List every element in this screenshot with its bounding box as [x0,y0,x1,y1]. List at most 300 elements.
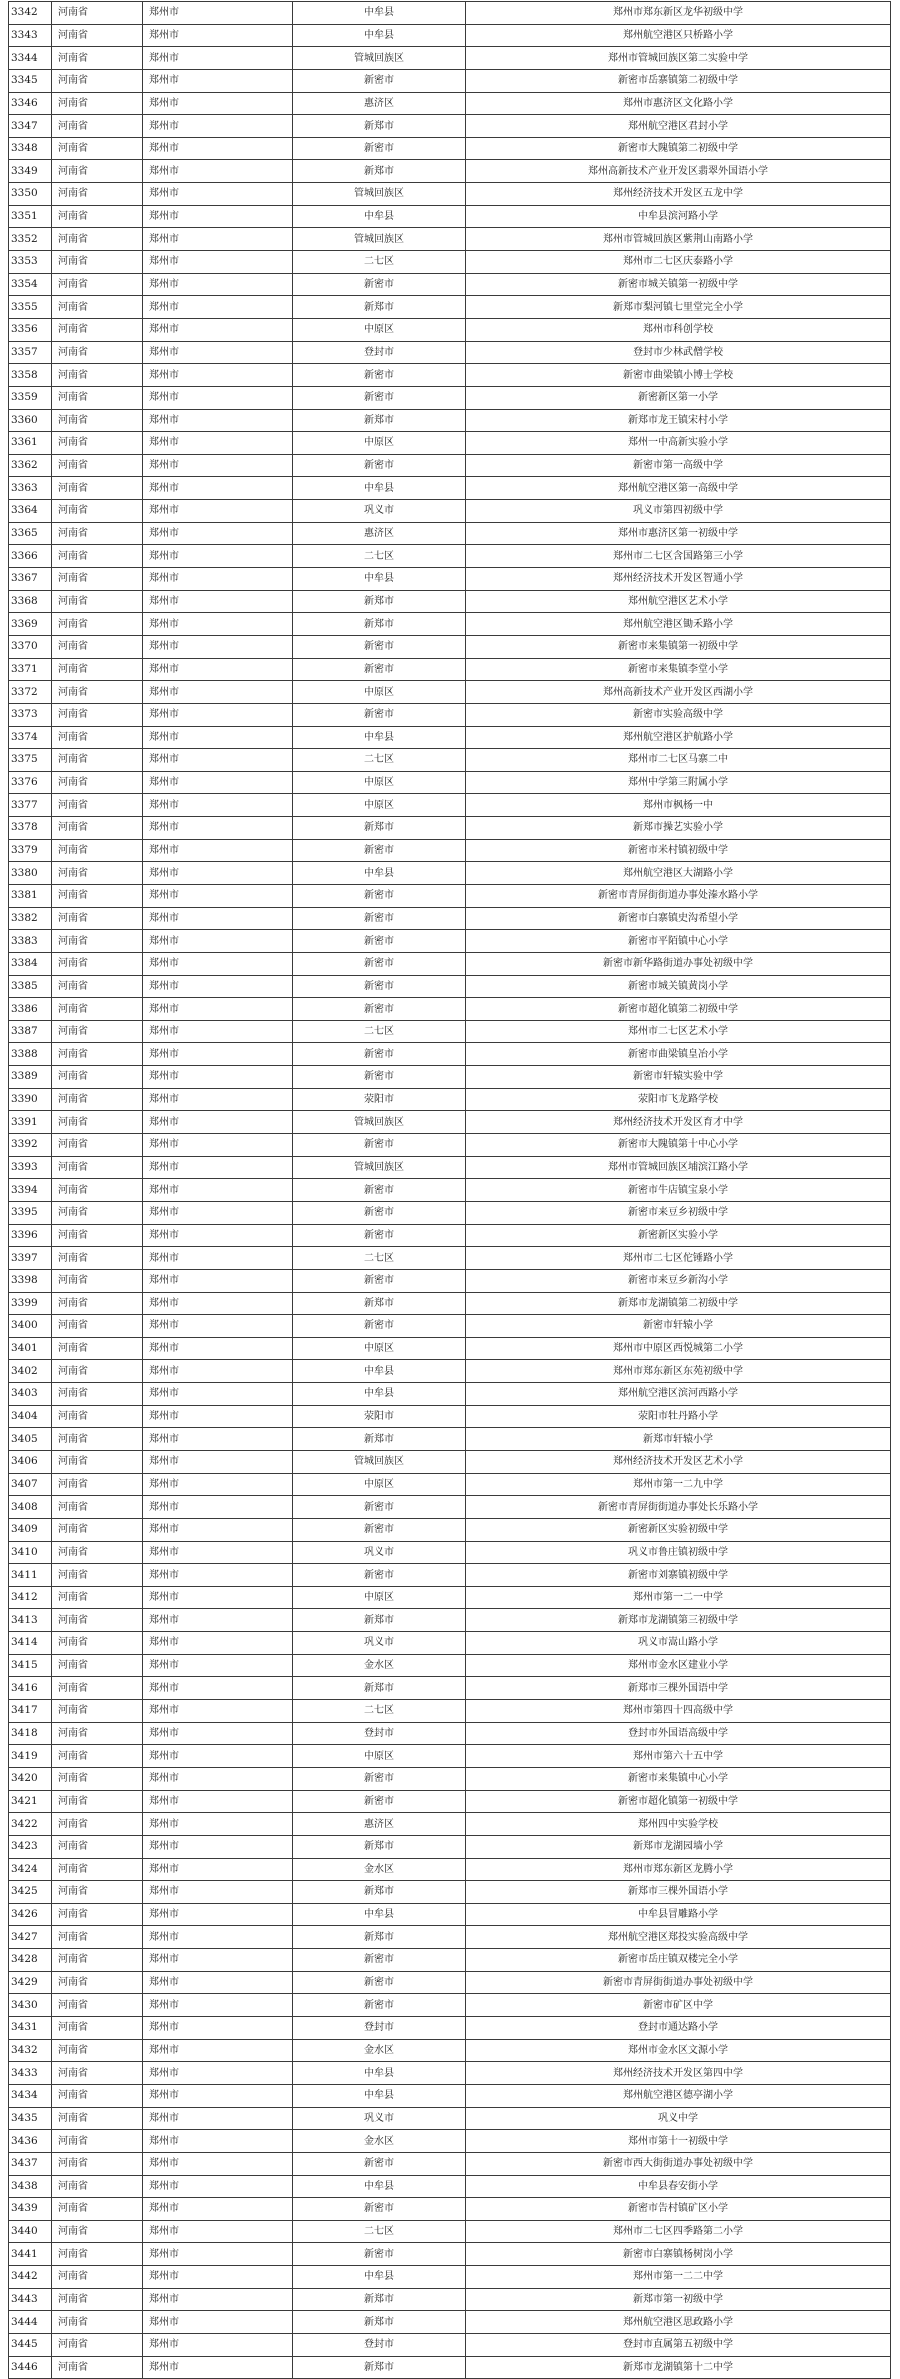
district-cell: 新密市 [293,1201,466,1224]
row-number: 3376 [9,771,52,794]
district-cell: 新密市 [293,1269,466,1292]
district-cell: 管城回族区 [293,183,466,206]
row-number: 3399 [9,1292,52,1315]
school-name-cell: 新密市岳庄镇双楼完全小学 [466,1949,891,1972]
table-row [9,1767,891,1790]
row-number: 3357 [9,341,52,364]
district-cell: 新密市 [293,1971,466,1994]
city-cell: 郑州市 [143,1609,293,1632]
table-row [9,2130,891,2153]
table-row [9,1994,891,2017]
table-row [9,1315,891,1338]
table-row [9,1609,891,1632]
district-cell: 中原区 [293,771,466,794]
province-cell: 河南省 [52,2152,143,2175]
row-number: 3413 [9,1609,52,1632]
table-row [9,545,891,568]
school-name-cell: 郑州市金水区建业小学 [466,1654,891,1677]
province-cell: 河南省 [52,1269,143,1292]
city-cell: 郑州市 [143,703,293,726]
district-cell: 二七区 [293,1700,466,1723]
table-row [9,1949,891,1972]
district-cell: 二七区 [293,1247,466,1270]
district-cell: 中牟县 [293,205,466,228]
province-cell: 河南省 [52,817,143,840]
province-cell: 河南省 [52,1066,143,1089]
school-name-cell: 郑州市第十一初级中学 [466,2130,891,2153]
table-row [9,454,891,477]
school-name-cell: 郑州航空港区艺术小学 [466,590,891,613]
district-cell: 新密市 [293,2152,466,2175]
district-cell: 金水区 [293,1654,466,1677]
province-cell: 河南省 [52,907,143,930]
school-name-cell: 新郑市龙王镇宋村小学 [466,409,891,432]
row-number: 3422 [9,1813,52,1836]
province-cell: 河南省 [52,2198,143,2221]
school-name-cell: 新密市白寨镇史沟希望小学 [466,907,891,930]
row-number: 3420 [9,1767,52,1790]
city-cell: 郑州市 [143,409,293,432]
row-number: 3446 [9,2356,52,2379]
row-number: 3400 [9,1315,52,1338]
city-cell: 郑州市 [143,975,293,998]
district-cell: 中牟县 [293,2266,466,2289]
table-row [9,2356,891,2379]
province-cell: 河南省 [52,568,143,591]
district-cell: 二七区 [293,1020,466,1043]
school-name-cell: 新密市新华路街道办事处初级中学 [466,952,891,975]
table-row [9,2084,891,2107]
row-number: 3372 [9,681,52,704]
district-cell: 新密市 [293,703,466,726]
city-cell: 郑州市 [143,1201,293,1224]
school-name-cell: 郑州市二七区四季路第二小学 [466,2220,891,2243]
school-name-cell: 新密市城关镇第一初级中学 [466,273,891,296]
province-cell: 河南省 [52,930,143,953]
school-name-cell: 郑州市第一二一中学 [466,1586,891,1609]
row-number: 3429 [9,1971,52,1994]
table-row [9,1926,891,1949]
city-cell: 郑州市 [143,1315,293,1338]
table-row [9,975,891,998]
row-number: 3363 [9,477,52,500]
province-cell: 河南省 [52,364,143,387]
city-cell: 郑州市 [143,432,293,455]
district-cell: 中原区 [293,1586,466,1609]
province-cell: 河南省 [52,1813,143,1836]
school-name-cell: 新密市来集镇第一初级中学 [466,635,891,658]
row-number: 3391 [9,1111,52,1134]
province-cell: 河南省 [52,1156,143,1179]
city-cell: 郑州市 [143,2311,293,2334]
city-cell: 郑州市 [143,2062,293,2085]
school-name-cell: 郑州一中高新实验小学 [466,432,891,455]
province-cell: 河南省 [52,1134,143,1157]
province-cell: 河南省 [52,409,143,432]
school-name-cell: 郑州经济技术开发区智通小学 [466,568,891,591]
row-number: 3350 [9,183,52,206]
city-cell: 郑州市 [143,1066,293,1089]
school-name-cell: 登封市外国语高级中学 [466,1722,891,1745]
district-cell: 新郑市 [293,2311,466,2334]
table-row [9,952,891,975]
row-number: 3351 [9,205,52,228]
province-cell: 河南省 [52,183,143,206]
city-cell: 郑州市 [143,1949,293,1972]
province-cell: 河南省 [52,726,143,749]
district-cell: 新密市 [293,2198,466,2221]
row-number: 3379 [9,839,52,862]
city-cell: 郑州市 [143,2266,293,2289]
city-cell: 郑州市 [143,477,293,500]
district-cell: 新密市 [293,839,466,862]
row-number: 3439 [9,2198,52,2221]
school-name-cell: 新密市实验高级中学 [466,703,891,726]
row-number: 3394 [9,1179,52,1202]
city-cell: 郑州市 [143,2017,293,2040]
school-name-cell: 郑州航空港区护航路小学 [466,726,891,749]
city-cell: 郑州市 [143,1111,293,1134]
province-cell: 河南省 [52,1337,143,1360]
city-cell: 郑州市 [143,1451,293,1474]
school-name-cell: 郑州航空港区锄禾路小学 [466,613,891,636]
province-cell: 河南省 [52,1541,143,1564]
province-cell: 河南省 [52,1949,143,1972]
province-cell: 河南省 [52,522,143,545]
city-cell: 郑州市 [143,1632,293,1655]
district-cell: 新郑市 [293,115,466,138]
province-cell: 河南省 [52,318,143,341]
school-name-cell: 郑州市二七区佗锤路小学 [466,1247,891,1270]
district-cell: 中牟县 [293,568,466,591]
district-cell: 新密市 [293,1179,466,1202]
district-cell: 巩义市 [293,2107,466,2130]
table-row [9,771,891,794]
school-name-cell: 荥阳市飞龙路学校 [466,1088,891,1111]
city-cell: 郑州市 [143,568,293,591]
row-number: 3374 [9,726,52,749]
city-cell: 郑州市 [143,681,293,704]
row-number: 3412 [9,1586,52,1609]
table-row [9,658,891,681]
school-name-cell: 新密市岳寨镇第二初级中学 [466,69,891,92]
row-number: 3343 [9,24,52,47]
province-cell: 河南省 [52,160,143,183]
district-cell: 新密市 [293,273,466,296]
city-cell: 郑州市 [143,658,293,681]
district-cell: 中牟县 [293,1383,466,1406]
city-cell: 郑州市 [143,726,293,749]
city-cell: 郑州市 [143,1541,293,1564]
province-cell: 河南省 [52,2333,143,2356]
school-name-cell: 郑州市惠济区第一初级中学 [466,522,891,545]
school-name-cell: 新密市青屏街街道办事处初级中学 [466,1971,891,1994]
school-name-cell: 登封市直属第五初级中学 [466,2333,891,2356]
table-row [9,703,891,726]
province-cell: 河南省 [52,884,143,907]
table-row [9,115,891,138]
row-number: 3364 [9,500,52,523]
district-cell: 新密市 [293,137,466,160]
table-row [9,1383,891,1406]
school-name-cell: 郑州高新技术产业开发区翡翠外国语小学 [466,160,891,183]
district-cell: 金水区 [293,2130,466,2153]
table-row [9,1292,891,1315]
district-cell: 二七区 [293,251,466,274]
city-cell: 郑州市 [143,998,293,1021]
table-row [9,296,891,319]
district-cell: 新郑市 [293,613,466,636]
city-cell: 郑州市 [143,160,293,183]
row-number: 3427 [9,1926,52,1949]
district-cell: 中牟县 [293,726,466,749]
school-name-cell: 新密市矿区中学 [466,1994,891,2017]
city-cell: 郑州市 [143,1088,293,1111]
school-name-cell: 郑州四中实验学校 [466,1813,891,1836]
row-number: 3401 [9,1337,52,1360]
district-cell: 管城回族区 [293,1156,466,1179]
row-number: 3367 [9,568,52,591]
city-cell: 郑州市 [143,1337,293,1360]
school-name-cell: 郑州市二七区马寨二中 [466,749,891,772]
city-cell: 郑州市 [143,1134,293,1157]
province-cell: 河南省 [52,296,143,319]
school-name-cell: 郑州经济技术开发区五龙中学 [466,183,891,206]
row-number: 3407 [9,1473,52,1496]
row-number: 3388 [9,1043,52,1066]
school-name-cell: 新密市超化镇第一初级中学 [466,1790,891,1813]
table-row [9,1473,891,1496]
table-row [9,817,891,840]
district-cell: 新密市 [293,998,466,1021]
province-cell: 河南省 [52,2107,143,2130]
row-number: 3438 [9,2175,52,2198]
province-cell: 河南省 [52,839,143,862]
row-number: 3428 [9,1949,52,1972]
table-row [9,726,891,749]
row-number: 3424 [9,1858,52,1881]
province-cell: 河南省 [52,1994,143,2017]
row-number: 3443 [9,2288,52,2311]
table-row [9,228,891,251]
province-cell: 河南省 [52,1201,143,1224]
row-number: 3384 [9,952,52,975]
school-name-cell: 郑州市郑东新区龙腾小学 [466,1858,891,1881]
table-row [9,681,891,704]
district-cell: 新郑市 [293,590,466,613]
province-cell: 河南省 [52,1088,143,1111]
district-cell: 新密市 [293,454,466,477]
city-cell: 郑州市 [143,1994,293,2017]
province-cell: 河南省 [52,1451,143,1474]
school-name-cell: 登封市通达路小学 [466,2017,891,2040]
province-cell: 河南省 [52,1405,143,1428]
district-cell: 新郑市 [293,1292,466,1315]
school-name-cell: 新密市米村镇初级中学 [466,839,891,862]
school-name-cell: 郑州市第一二二中学 [466,2266,891,2289]
province-cell: 河南省 [52,205,143,228]
province-cell: 河南省 [52,2175,143,2198]
table-row [9,1134,891,1157]
row-number: 3385 [9,975,52,998]
province-cell: 河南省 [52,862,143,885]
province-cell: 河南省 [52,1903,143,1926]
city-cell: 郑州市 [143,454,293,477]
table-row [9,635,891,658]
table-row [9,2039,891,2062]
school-name-cell: 新密市青屏街街道办事处溱水路小学 [466,884,891,907]
district-cell: 管城回族区 [293,228,466,251]
district-cell: 新密市 [293,635,466,658]
province-cell: 河南省 [52,1224,143,1247]
school-name-cell: 郑州中学第三附属小学 [466,771,891,794]
province-cell: 河南省 [52,794,143,817]
district-cell: 中牟县 [293,2084,466,2107]
province-cell: 河南省 [52,2017,143,2040]
row-number: 3342 [9,2,52,25]
city-cell: 郑州市 [143,1586,293,1609]
city-cell: 郑州市 [143,2356,293,2379]
district-cell: 惠济区 [293,522,466,545]
table-row [9,794,891,817]
row-number: 3406 [9,1451,52,1474]
table-row [9,2333,891,2356]
row-number: 3395 [9,1201,52,1224]
table-row [9,568,891,591]
district-cell: 新密市 [293,364,466,387]
city-cell: 郑州市 [143,1156,293,1179]
school-name-cell: 郑州市管城回族区第二实验中学 [466,47,891,70]
table-row [9,1247,891,1270]
school-name-cell: 登封市少林武僧学校 [466,341,891,364]
row-number: 3348 [9,137,52,160]
school-name-cell: 中牟县春安街小学 [466,2175,891,2198]
province-cell: 河南省 [52,1586,143,1609]
district-cell: 新密市 [293,952,466,975]
district-cell: 中原区 [293,794,466,817]
row-number: 3442 [9,2266,52,2289]
table-row [9,1632,891,1655]
school-name-cell: 新郑市龙湖镇第二初级中学 [466,1292,891,1315]
row-number: 3398 [9,1269,52,1292]
table-row [9,364,891,387]
city-cell: 郑州市 [143,522,293,545]
row-number: 3404 [9,1405,52,1428]
table-row [9,2198,891,2221]
table-row [9,930,891,953]
city-cell: 郑州市 [143,1043,293,1066]
province-cell: 河南省 [52,2311,143,2334]
district-cell: 管城回族区 [293,1111,466,1134]
table-row [9,1700,891,1723]
row-number: 3380 [9,862,52,885]
city-cell: 郑州市 [143,2220,293,2243]
table-row [9,2266,891,2289]
city-cell: 郑州市 [143,794,293,817]
city-cell: 郑州市 [143,1405,293,1428]
school-name-cell: 巩义市第四初级中学 [466,500,891,523]
row-number: 3430 [9,1994,52,2017]
school-name-cell: 中牟县滨河路小学 [466,205,891,228]
table-row [9,1518,891,1541]
city-cell: 郑州市 [143,635,293,658]
table-row [9,907,891,930]
row-number: 3445 [9,2333,52,2356]
school-name-cell: 郑州市管城回族区紫荆山南路小学 [466,228,891,251]
province-cell: 河南省 [52,69,143,92]
province-cell: 河南省 [52,1473,143,1496]
row-number: 3393 [9,1156,52,1179]
row-number: 3419 [9,1745,52,1768]
school-name-cell: 新密市来豆乡新沟小学 [466,1269,891,1292]
city-cell: 郑州市 [143,1564,293,1587]
district-cell: 荥阳市 [293,1088,466,1111]
district-cell: 新郑市 [293,409,466,432]
city-cell: 郑州市 [143,2243,293,2266]
district-cell: 新郑市 [293,1609,466,1632]
city-cell: 郑州市 [143,862,293,885]
province-cell: 河南省 [52,386,143,409]
row-number: 3359 [9,386,52,409]
row-number: 3392 [9,1134,52,1157]
table-row [9,884,891,907]
school-name-cell: 郑州航空港区只桥路小学 [466,24,891,47]
district-cell: 新密市 [293,884,466,907]
row-number: 3370 [9,635,52,658]
city-cell: 郑州市 [143,1179,293,1202]
city-cell: 郑州市 [143,2039,293,2062]
row-number: 3344 [9,47,52,70]
city-cell: 郑州市 [143,952,293,975]
row-number: 3361 [9,432,52,455]
table-row [9,477,891,500]
city-cell: 郑州市 [143,69,293,92]
city-cell: 郑州市 [143,205,293,228]
table-row [9,2152,891,2175]
city-cell: 郑州市 [143,92,293,115]
row-number: 3415 [9,1654,52,1677]
table-row [9,1224,891,1247]
school-name-cell: 新密市第一高级中学 [466,454,891,477]
school-name-cell: 新密市轩辕小学 [466,1315,891,1338]
district-cell: 新密市 [293,930,466,953]
district-cell: 新密市 [293,658,466,681]
table-row [9,1881,891,1904]
district-cell: 中牟县 [293,477,466,500]
province-cell: 河南省 [52,251,143,274]
province-cell: 河南省 [52,635,143,658]
province-cell: 河南省 [52,613,143,636]
row-number: 3349 [9,160,52,183]
province-cell: 河南省 [52,1722,143,1745]
school-name-cell: 新郑市龙湖镇第十二中学 [466,2356,891,2379]
school-name-cell: 巩义市嵩山路小学 [466,1632,891,1655]
row-number: 3346 [9,92,52,115]
province-cell: 河南省 [52,1111,143,1134]
school-name-cell: 新密市刘寨镇初级中学 [466,1564,891,1587]
row-number: 3355 [9,296,52,319]
school-name-cell: 新密市来集镇中心小学 [466,1767,891,1790]
province-cell: 河南省 [52,1926,143,1949]
city-cell: 郑州市 [143,2333,293,2356]
table-row [9,1043,891,1066]
province-cell: 河南省 [52,24,143,47]
district-cell: 中原区 [293,432,466,455]
district-cell: 新密市 [293,1767,466,1790]
city-cell: 郑州市 [143,2084,293,2107]
province-cell: 河南省 [52,1767,143,1790]
school-name-cell: 新密市青屏街街道办事处长乐路小学 [466,1496,891,1519]
